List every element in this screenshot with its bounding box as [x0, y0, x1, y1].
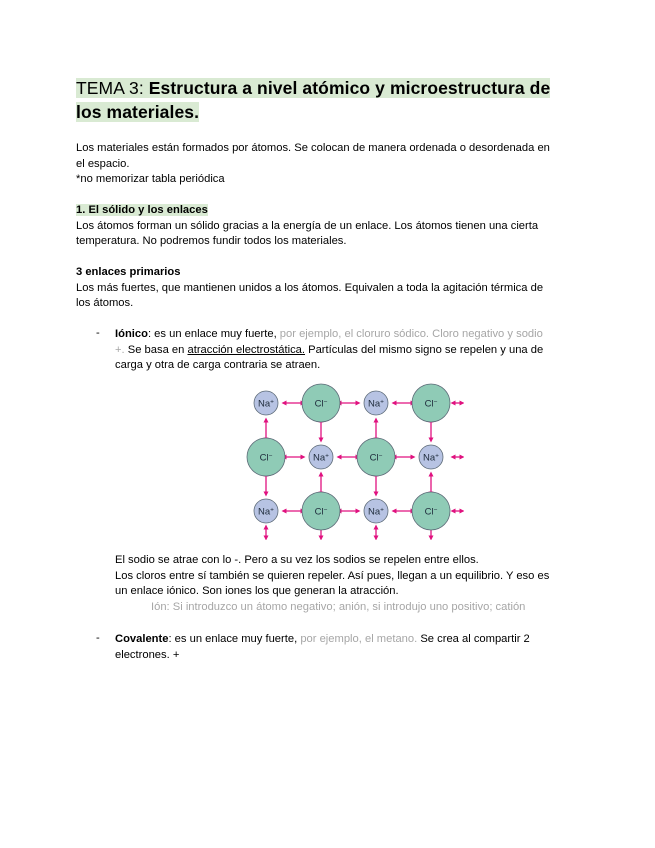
chloride-ion — [302, 492, 340, 530]
ionic-lattice-diagram — [244, 382, 464, 540]
chloride-ion-charge: − — [433, 398, 438, 406]
sodium-ion — [364, 499, 388, 523]
chloride-ion-label: Cl− — [259, 452, 273, 464]
sodium-ion — [309, 445, 333, 469]
sodium-ion-label: Na+ — [258, 398, 274, 410]
ionic-after2: Los cloros entre sí también se quieren repeler. Así pues, llegan a un equilibrio. Y eso es — [115, 569, 550, 582]
ionic-term: Iónico — [115, 328, 148, 340]
intro-line2: el espacio. — [76, 157, 130, 170]
section2-line1: Los más fuertes, que mantienen unidos a los átomos. Equivalen a toda la agitación térmica de — [76, 281, 544, 294]
ionic-text2: Se basa en — [124, 343, 188, 356]
ionic-after3: un enlace iónico. Son iones los que generan la atracción. — [115, 585, 399, 597]
intro-line1: Los materiales están formados por átomos. Se colocan de manera ordenada o desordenada en — [76, 142, 550, 154]
chloride-ion — [412, 384, 450, 422]
section1-line2: temperatura. No podremos fundir todos los materiales. — [76, 235, 347, 247]
intro-note: *no memorizar tabla periódica — [76, 173, 225, 185]
chloride-ion — [357, 438, 395, 476]
chloride-ion-label: Cl− — [369, 452, 383, 464]
chloride-ion-charge: − — [433, 506, 438, 514]
covalent-term: Covalente — [115, 633, 169, 645]
page-title — [76, 76, 576, 124]
sodium-ion-charge: + — [380, 398, 384, 406]
ionic-text3: Partículas del mismo signo se repelen y una de — [305, 343, 544, 356]
ionic-explanation — [115, 553, 581, 615]
sodium-ion — [254, 391, 278, 415]
sodium-ion-charge: + — [380, 506, 384, 514]
chloride-ion-charge: − — [268, 452, 273, 460]
chloride-ion-label: Cl− — [314, 398, 328, 410]
chloride-ion-label: Cl− — [424, 398, 438, 410]
ionic-grey2: +. — [115, 343, 125, 356]
chloride-ion-label: Cl− — [314, 506, 328, 518]
sodium-ion-label: Na+ — [368, 398, 384, 410]
title-highlight — [76, 78, 550, 98]
ionic-grey1: por ejemplo, el cloruro sódico. Cloro negativo y sodio — [279, 328, 543, 340]
ionic-line3: carga y otra de carga contraria se atraen. — [115, 359, 321, 371]
sodium-ion-charge: + — [270, 398, 274, 406]
chloride-ion-charge: − — [323, 506, 328, 514]
chloride-ion-label: Cl− — [424, 506, 438, 518]
ionic-after1: El sodio se atrae con lo -. Pero a su vez los sodios se repelen entre ellos. — [115, 554, 479, 566]
chloride-ion — [247, 438, 285, 476]
sodium-ion-charge: + — [435, 452, 439, 460]
section2-heading: 3 enlaces primarios — [76, 266, 181, 278]
title-part3: los materiales. — [76, 102, 200, 122]
chloride-ion-charge: − — [323, 398, 328, 406]
covalent-text1: : es un enlace muy fuerte, — [168, 633, 301, 645]
chloride-ion-charge: − — [378, 452, 383, 460]
chloride-ion — [412, 492, 450, 530]
sodium-ion — [254, 499, 278, 523]
sodium-ion-charge: + — [325, 452, 329, 460]
ionic-bullet: - — [96, 327, 100, 339]
sodium-ion-label: Na+ — [313, 452, 329, 464]
title-part1: TEMA 3: — [76, 78, 144, 98]
covalent-text2: Se crea al compartir 2 — [417, 633, 530, 645]
sodium-ion — [364, 391, 388, 415]
section1 — [76, 203, 581, 250]
chloride-ion — [302, 384, 340, 422]
ionic-paragraph — [115, 327, 581, 374]
sodium-ion-label: Na+ — [368, 506, 384, 518]
section2 — [76, 265, 581, 312]
covalent-paragraph — [115, 632, 581, 663]
section1-heading: 1. El sólido y los enlaces — [76, 204, 208, 216]
sodium-ion-charge: + — [270, 506, 274, 514]
sodium-ion-label: Na+ — [258, 506, 274, 518]
sodium-ion — [419, 445, 443, 469]
sodium-ion-label: Na+ — [423, 452, 439, 464]
covalent-grey1: por ejemplo, el metano. — [300, 633, 418, 645]
title-part2: Estructura a nivel atómico y microestructura de — [143, 78, 551, 98]
ionic-text1: : es un enlace muy fuerte, — [147, 328, 280, 340]
section2-line2: los átomos. — [76, 297, 134, 309]
covalent-bullet: - — [96, 632, 100, 644]
section1-line1: Los átomos forman un sólido gracias a la energía de un enlace. Los átomos tienen una cierta — [76, 219, 539, 232]
covalent-line2: electrones. + — [115, 648, 180, 661]
ionic-grey-note: Ión: Si introduzco un átomo negativo; anión, si introdujo uno positivo; catión — [151, 600, 526, 613]
ionic-underlined: atracción electrostática. — [187, 343, 306, 356]
intro-paragraph — [76, 141, 581, 188]
